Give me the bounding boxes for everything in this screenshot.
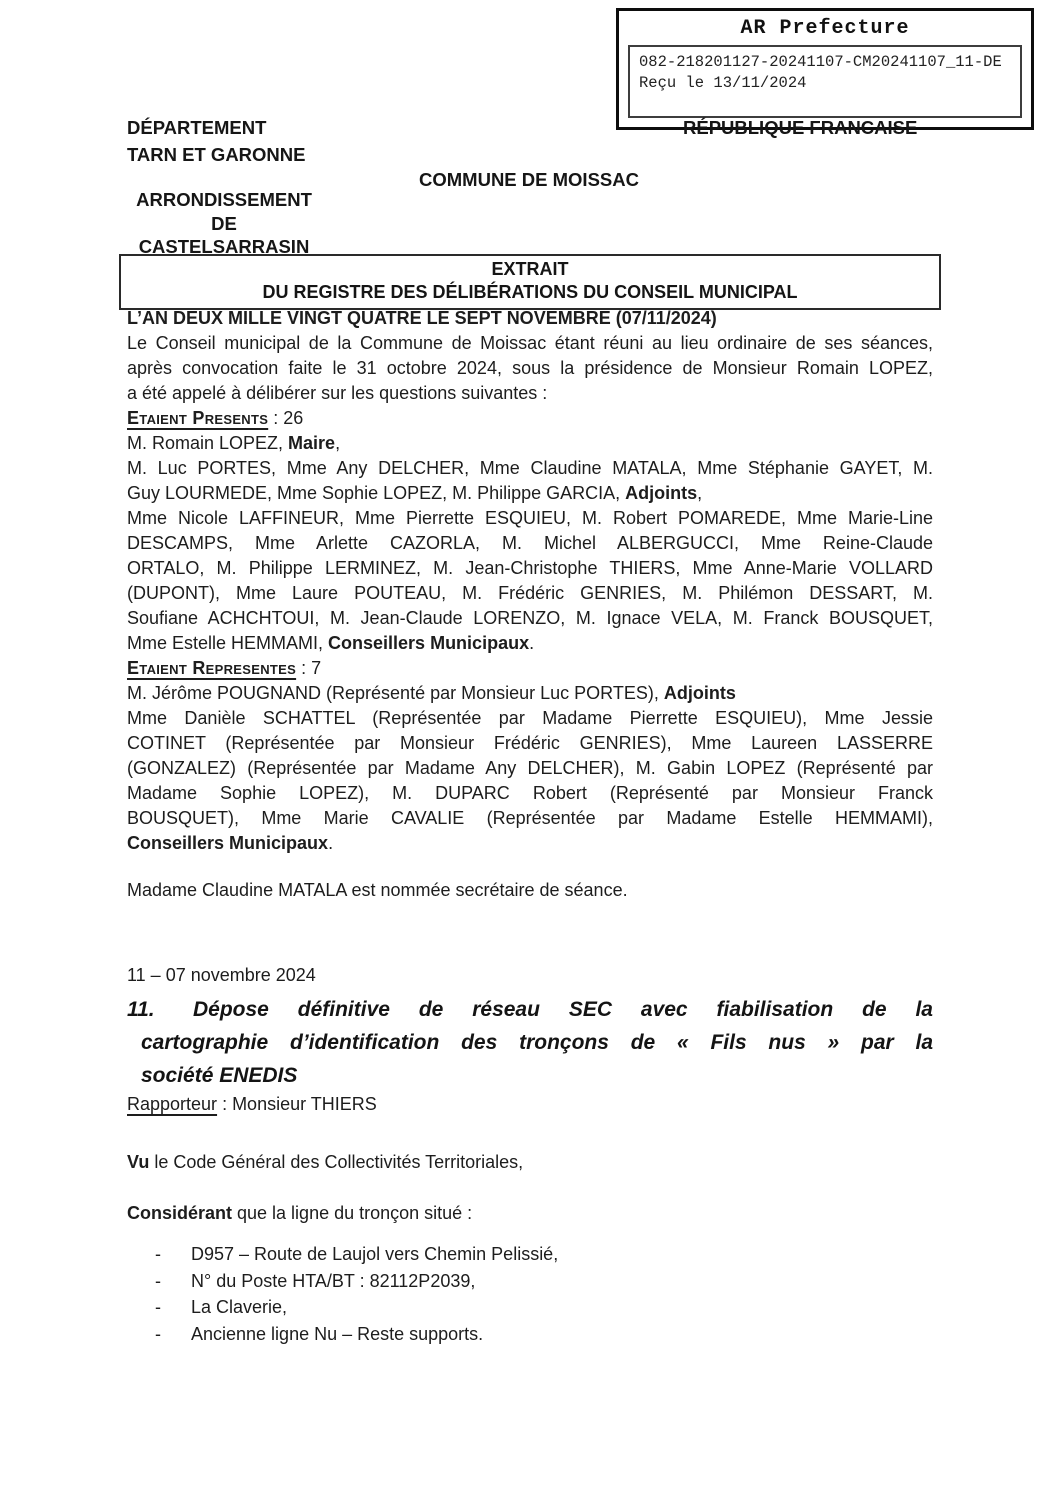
arrondissement-label: ARRONDISSEMENT [136, 189, 312, 210]
deliberation-title-line-2: cartographie d’identification des tronçons de « Fils nus » par la [141, 1031, 933, 1054]
item-reference-line: 11 – 07 novembre 2024 [127, 965, 316, 985]
commune-de-moissac-label: COMMUNE DE MOISSAC [419, 169, 639, 190]
bullet-dash: - [155, 1244, 161, 1264]
bullet-text-ancienne-ligne: Ancienne ligne Nu – Reste supports. [191, 1323, 484, 1344]
departement-block [127, 114, 306, 168]
presents-label-line: Etaient Presents : 26 [127, 408, 304, 428]
vu-line: Vu le Code Général des Collectivités Territoriales, [127, 1152, 524, 1172]
bullet-text-poste: N° du Poste HTA/BT : 82112P2039, [191, 1270, 476, 1291]
ar-received-date: Reçu le 13/11/2024 [639, 74, 807, 92]
session-date-line: L’AN DEUX MILLE VINGT QUATRE LE SEPT NOVEMBRE (07/11/2024) [127, 308, 717, 328]
session-intro-paragraph: Le Conseil municipal de la Commune de Moissac étant réuni au lieu ordinaire de ses séances, après convocation faite le 31 octobre 2024, sous la présidence de Monsieur Romain LOPEZ, a été appelé à délibérer sur les questions suivantes : [127, 333, 933, 403]
bullet-text-route: D957 – Route de Laujol vers Chemin Pelissié, [191, 1244, 559, 1264]
presents-list-paragraph: M. Romain LOPEZ, Maire, M. Luc PORTES, Mme Any DELCHER, Mme Claudine MATALA, Mme Stéphanie GAYET, M. Guy LOURMEDE, Mme Sophie LOPEZ, M. Philippe GARCIA, Adjoints, Mme Nicole LAFFINEUR, Mme Pierrette ESQUIEU, M. Robert POMAREDE, Mme Marie-Line DESCAMPS, Mme Arlette CAZORLA, M. Michel ALBERGUCCI, Mme Reine-Claude ORTALO, M. Philippe LERMINEZ, M. Jean-Christophe THIERS, Mme Anne-Marie VOLLARD (DUPONT), Mme Laure POUTEAU, M. Frédéric GENRIES, M. Philémon DESSART, M. Soufiane ACHCHTOUI, M. Jean-Claude LORENZO, M. Ignace VELA, M. Franck BOUSQUET, Mme Estelle HEMMAMI, Conseillers Municipaux. [127, 433, 933, 653]
representes-list-paragraph: M. Jérôme POUGNAND (Représenté par Monsieur Luc PORTES), Adjoints Mme Danièle SCHATTEL (Représentée par Madame Pierrette ESQUIEU), Mme Jessie COTINET (Représentée par Monsieur Frédéric GENRIES), Mme Laureen LASSERRE (GONZALEZ) (Représentée par Madame Any DELCHER), M. Gabin LOPEZ (Représenté par Madame Sophie LOPEZ), M. DUPARC Robert (Représenté par Monsieur Franck BOUSQUET), Mme Marie CAVALIE (Représentée par Madame Estelle HEMMAMI), Conseillers Municipaux. [127, 683, 933, 853]
deliberation-item-number: 11. [127, 998, 155, 1021]
considerant-line: Considérant que la ligne du tronçon situé : [127, 1203, 473, 1223]
ar-reference-number: 082-218201127-20241107-CM20241107_11-DE [639, 53, 1002, 71]
bullet-text-claverie: La Claverie, [191, 1297, 288, 1317]
ar-prefecture-details [628, 45, 1022, 118]
list-item [127, 1321, 933, 1348]
troncon-bullet-list [127, 1241, 933, 1347]
republique-francaise-label: RÉPUBLIQUE FRANCAISE [683, 117, 918, 138]
rapporteur-line: Rapporteur : Monsieur THIERS [127, 1094, 377, 1114]
extrait-subtitle: DU REGISTRE DES DÉLIBÉRATIONS DU CONSEIL MUNICIPAL [262, 282, 798, 302]
arrondissement-de: DE [211, 212, 237, 234]
bullet-dash: - [155, 1297, 161, 1317]
list-item [127, 1294, 933, 1321]
arrondissement-block [127, 188, 321, 259]
representes-label-line: Etaient Representes : 7 [127, 658, 322, 678]
departement-label: DÉPARTEMENT [127, 117, 267, 138]
deliberation-title-line-3: société ENEDIS [141, 1064, 298, 1087]
extrait-title: EXTRAIT [491, 259, 569, 279]
bullet-dash: - [155, 1270, 161, 1291]
deliberation-title-line-1: Dépose définitive de réseau SEC avec fiabilisation de la [193, 998, 933, 1021]
bullet-dash: - [155, 1323, 161, 1344]
deliberation-title-block [127, 993, 933, 1092]
extrait-heading-box [119, 254, 941, 310]
departement-name: TARN ET GARONNE [127, 144, 306, 165]
ar-prefecture-title: AR Prefecture [740, 17, 910, 40]
document-body [127, 306, 933, 1347]
ar-prefecture-stamp [616, 8, 1034, 130]
list-item [127, 1241, 933, 1268]
secretary-line: Madame Claudine MATALA est nommée secrétaire de séance. [127, 880, 628, 900]
list-item [127, 1268, 933, 1295]
arrondissement-name: CASTELSARRASIN [138, 236, 310, 257]
